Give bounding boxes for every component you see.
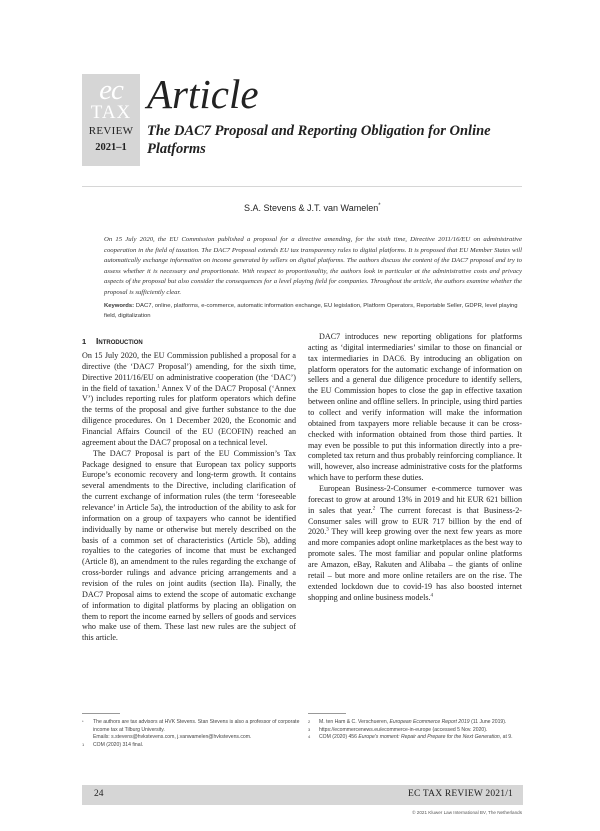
section-number: 1 <box>82 337 87 346</box>
paragraph-4-text-c: They will keep growing over the next few years as more and more companies adopt online marketplaces as the best way to promote sales. The most familiar and popular online platforms are Amazon, eBay, Rakuten and Alibaba – the giants of online retail – but more and more online retailers are on the rise. The extended lockdown due to covid-19 has also boosted internet shopping and online business models. <box>308 527 522 602</box>
logo-tax: TAX <box>90 102 132 123</box>
abstract: On 15 July 2020, the EU Commission published a proposal for a directive amending, for the sixth time, Directive 2011/16/EU on administrative cooperation in the field of taxation. The DAC7 Proposal extends EU tax transparency rules to digital platforms. It is proposed that EU Member States will automatically exchange information on income generated by sellers on digital platforms. The authors discuss the content of the DAC7 proposal and try to assess whether it is necessary and proportionate. With respect to proportionality, the authors look in particular at the administrative costs and privacy aspects of the proposal but also consider the consequences for a level playing field for companies. Throughout the article, the authors examine whether the proposal is sufficiently clear. <box>104 236 522 296</box>
footnotes-right <box>308 719 526 742</box>
footnote-ref-4[interactable]: 4 <box>430 592 434 598</box>
logo-review: REVIEW <box>88 125 134 137</box>
page-footer <box>82 785 523 805</box>
footnote-source-title: Europe's moment: Repair and Prepare for the Next Generation <box>358 734 500 740</box>
footnote-text: The authors are tax advisors at HVK Stevens. Stan Stevens is also a professor of corporate income tax at Tilburg University. <box>93 719 300 733</box>
paragraph-4-text-a: European Business-2-Consumer e-commerce turnover was forecast to grow at around 13% in 2019 and hit EUR 621 billion in sales that year. <box>308 484 522 515</box>
paragraph-3: DAC7 introduces new reporting obligations for platforms acting as ‘digital intermediaries’ similar to those on financial or tax intermediaries in DAC6. By introducing an obligation on platform operators for the automatic exchange of information on sellers and a general due diligence procedure to identify sellers, the EU Commission hopes to close the gap in effective taxation between online and offline sellers. In principle, using third parties to collect and verify information will make the information obtained from taxpayers more reliable because it can be cross-checked with information obtained from those third parties. It may even be possible to put this information directly into a pre-completed tax return and thus probably reinforcing compliance. It will, however, also increase administrative costs for the platforms which have to perform these duties. <box>308 332 522 483</box>
footnote-item <box>308 727 526 735</box>
footnote-text: COM (2020) 314 final. <box>93 741 144 748</box>
footnotes-left <box>82 719 300 749</box>
paragraph-1-text-b: Annex V of the DAC7 Proposal (‘Annex V’) includes reporting rules for platform operators which define the terms of the proposal and give further substance to the due diligence procedures. On 1 December 2020, the Economic and Financial Affairs Council of the EU (ECOFIN) reached an agreement about the DAC7 proposal on a technical level. <box>82 383 296 447</box>
keywords-text: DAC7, online, platforms, e-commerce, automatic information exchange, EU legislation, Platform Operators, Reportable Seller, GDPR, level playing field, digitalization <box>104 303 518 319</box>
footnote-divider-right <box>308 713 346 714</box>
paragraph-1 <box>82 351 296 449</box>
copyright: © 2021 Kluwer Law International BV, The Netherlands <box>412 810 522 815</box>
footnote-text: M. ten Ham & C. Verschueren, <box>319 719 389 725</box>
footnote-source-title: European Ecommerce Report 2019 <box>389 719 470 725</box>
paragraph-4-text-b: The current forecast is that Business-2-Consumer sales will grow to EUR 717 billion by the end of 2020. <box>308 505 522 537</box>
footnote-number: * <box>82 719 84 724</box>
logo-issue: 2021–1 <box>95 142 127 153</box>
footnote-item <box>82 734 300 742</box>
section-title: Introduction <box>96 336 143 346</box>
paragraph-4 <box>308 484 522 603</box>
footnote-item <box>82 742 300 750</box>
footnote-url[interactable]: https://ecommercenews.eu/ecommerce-in-europe (accessed 5 Nov. 2020). <box>319 726 488 733</box>
journal-name: EC TAX REVIEW 2021/1 <box>407 789 513 799</box>
footnote-number: 1 <box>82 741 85 747</box>
column-right <box>308 332 522 603</box>
paragraph-1-text-a: On 15 July 2020, the EU Commission published a proposal for a directive (the ‘DAC7 Proposal’) amending, for the sixth time, Directive 2011/16/EU on administrative cooperation (the ‘DAC’) in the field of taxation. <box>82 351 296 393</box>
authors <box>244 203 381 213</box>
footnote-number: 2 <box>308 719 311 724</box>
section-heading <box>82 336 296 347</box>
footnote-ref-1[interactable]: 1 <box>157 383 160 389</box>
footnote-text: , at 9. <box>499 734 513 740</box>
logo-ec: ec <box>99 74 123 106</box>
footnote-item <box>308 734 526 742</box>
journal-logo <box>82 74 140 166</box>
keywords-label: Keywords: <box>104 303 135 309</box>
footnote-item <box>82 719 300 734</box>
authors-note-marker: * <box>378 203 381 209</box>
footnote-number: 4 <box>308 734 311 739</box>
footnote-text: Emails: s.stevens@hvkstevens.com, j.vanwamelen@hvkstevens.com. <box>93 734 252 740</box>
footnote-ref-3[interactable]: 3 <box>326 527 329 533</box>
footnote-text: COM (2020) 456 <box>319 734 357 740</box>
article-title: The DAC7 Proposal and Reporting Obligation for Online Platforms <box>147 123 491 157</box>
page-number: 24 <box>94 789 104 799</box>
footnote-item <box>308 719 526 727</box>
header-divider <box>82 186 522 187</box>
keywords <box>104 302 522 321</box>
footnote-ref-2[interactable]: 2 <box>372 506 376 512</box>
authors-names: S.A. Stevens & J.T. van Wamelen <box>244 203 379 213</box>
paragraph-2: The DAC7 Proposal is part of the EU Commission’s Tax Package designed to ensure that European tax policy supports Europe’s economic recovery and long-term growth. It contains several amendments to the Directive, including clarification of the current exchange of information rules (the term ‘foreseeable relevance’ in Article 5a), the introduction of the ability to ask for information on a group of taxpayers who cannot be identified individually by name or otherwise but merely described on the basis of a common set of characteristics (Article 5b), adding royalties to the categories of income that must be exchanged (Article 8), an amendment to the rules regarding the exchange of cross-border rulings and advance pricing arrangements and a revision of the rules on joint audits (section IIa). Finally, the DAC7 Proposal aims to extend the scope of automatic exchange of information to digital platforms by placing an obligation on them to report the income earned by sellers of goods and services who make use of them. These last new rules are the subject of this article. <box>82 448 296 643</box>
footnote-number: 3 <box>308 726 311 732</box>
article-label: Article <box>147 71 259 117</box>
footnote-text: (11 June 2019). <box>471 719 507 725</box>
column-left <box>82 336 296 644</box>
footnote-divider-left <box>82 713 120 714</box>
